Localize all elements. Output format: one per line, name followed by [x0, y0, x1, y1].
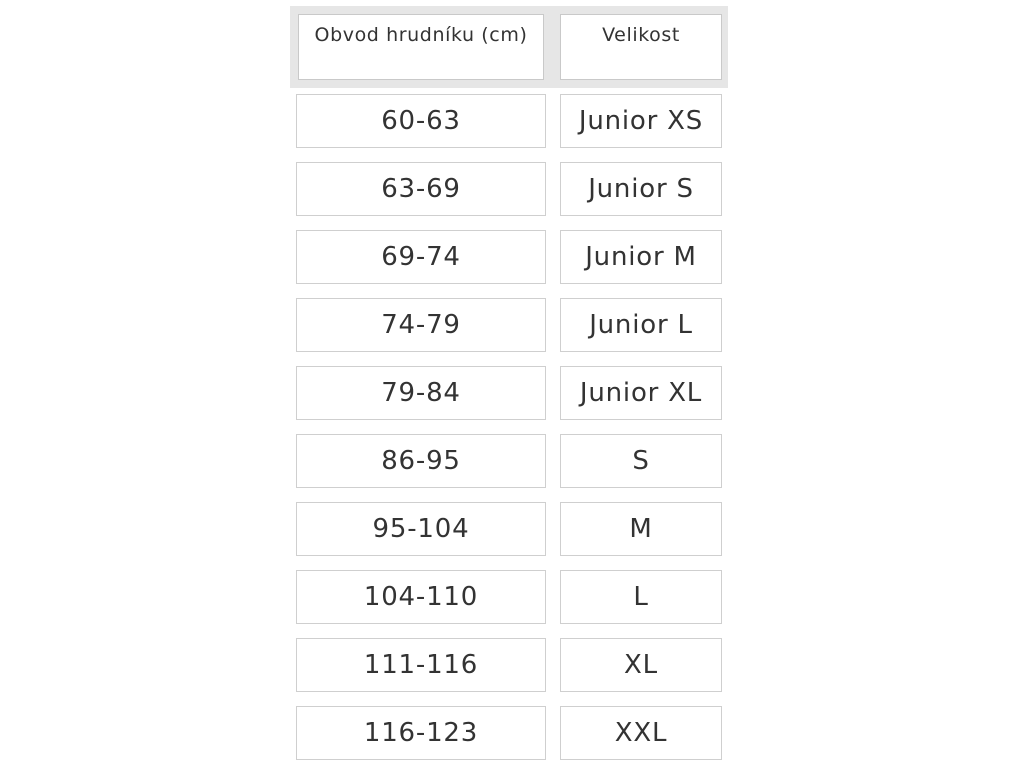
size-cell: Junior L	[560, 298, 722, 352]
chest-cell: 104-110	[296, 570, 546, 624]
header-chest-circumference: Obvod hrudníku (cm)	[298, 14, 544, 80]
size-cell: XL	[560, 638, 722, 692]
chest-cell: 63-69	[296, 162, 546, 216]
table-row	[290, 638, 728, 692]
table-row	[290, 94, 728, 148]
size-cell: Junior M	[560, 230, 722, 284]
table-header	[290, 6, 728, 88]
table-body	[290, 94, 728, 760]
chest-cell: 79-84	[296, 366, 546, 420]
size-cell: Junior S	[560, 162, 722, 216]
size-cell: Junior XS	[560, 94, 722, 148]
table-row	[290, 570, 728, 624]
size-cell: M	[560, 502, 722, 556]
size-chart-table	[290, 6, 728, 760]
table-row	[290, 706, 728, 760]
table-row	[290, 162, 728, 216]
chest-cell: 95-104	[296, 502, 546, 556]
table-row	[290, 366, 728, 420]
chest-cell: 74-79	[296, 298, 546, 352]
size-cell: S	[560, 434, 722, 488]
table-row	[290, 298, 728, 352]
chest-cell: 60-63	[296, 94, 546, 148]
size-cell: XXL	[560, 706, 722, 760]
header-size: Velikost	[560, 14, 722, 80]
chest-cell: 69-74	[296, 230, 546, 284]
table-row	[290, 230, 728, 284]
table-row	[290, 502, 728, 556]
size-cell: Junior XL	[560, 366, 722, 420]
size-cell: L	[560, 570, 722, 624]
table-row	[290, 434, 728, 488]
chest-cell: 111-116	[296, 638, 546, 692]
chest-cell: 86-95	[296, 434, 546, 488]
chest-cell: 116-123	[296, 706, 546, 760]
